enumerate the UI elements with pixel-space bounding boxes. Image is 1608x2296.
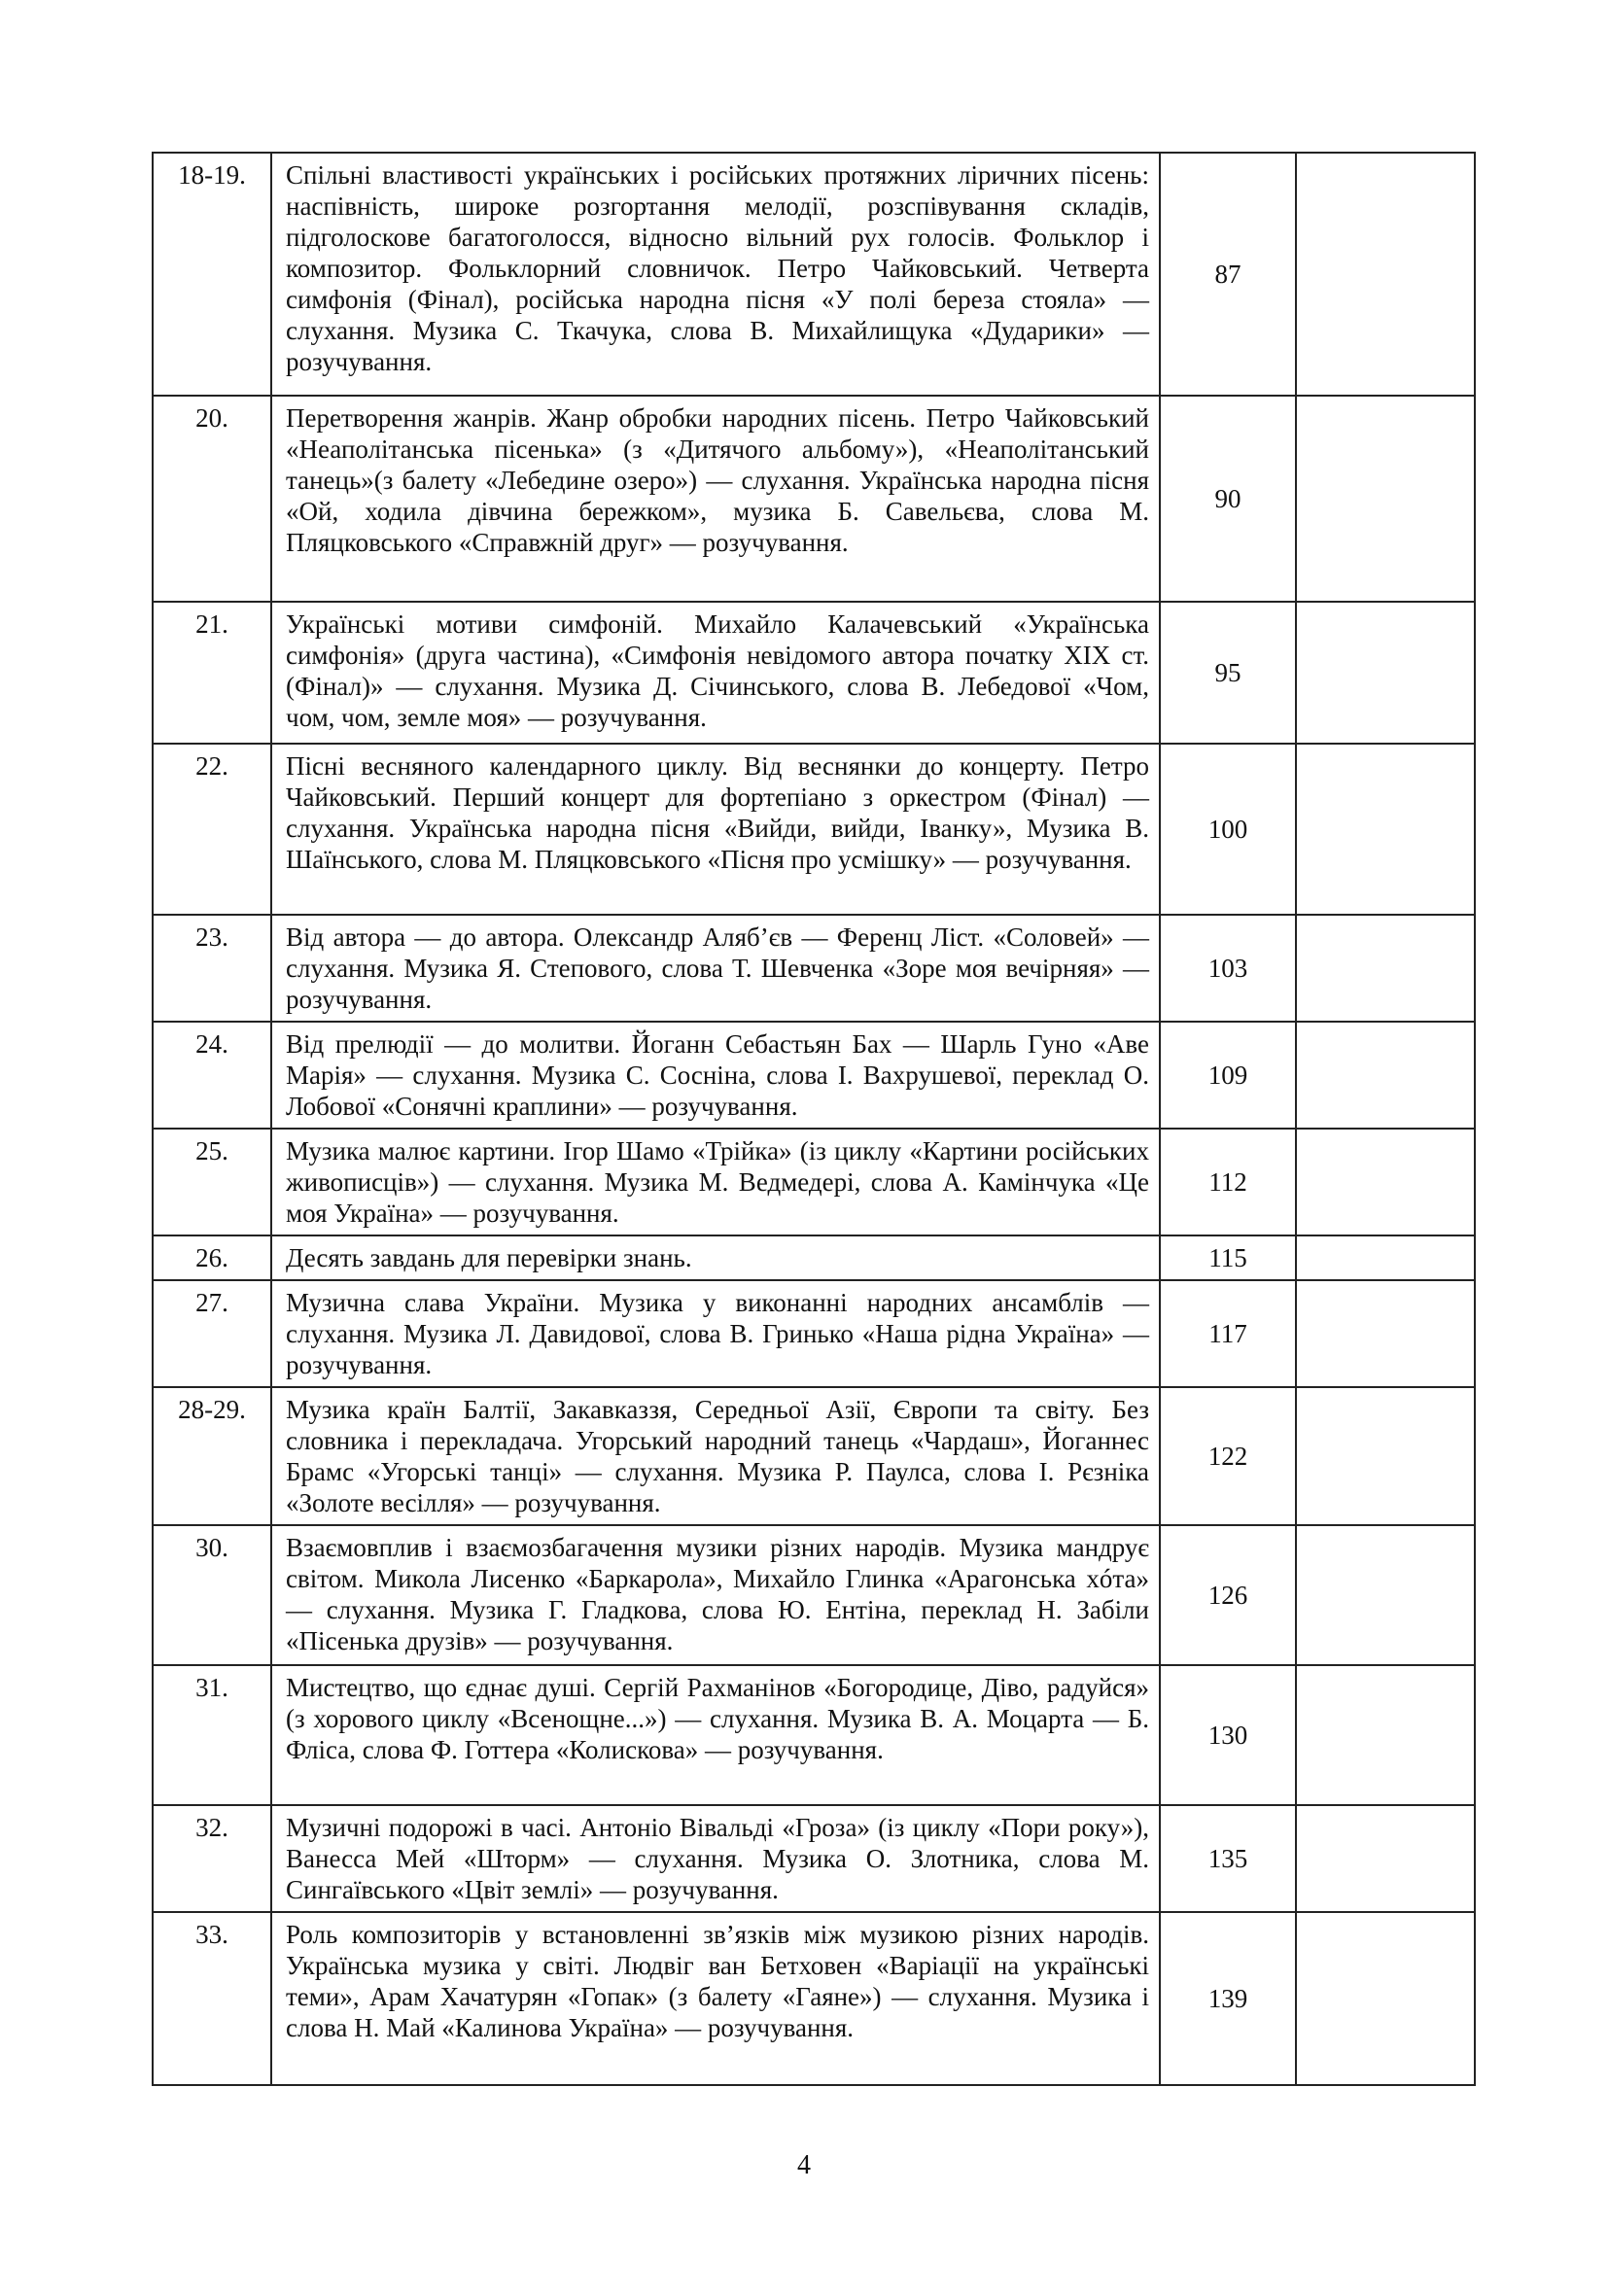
lesson-number: 22. (195, 751, 228, 781)
lesson-topic: Музика малює картини. Ігор Шамо «Трійка» (із циклу «Картини російських живописців») — слухання. Музика М. Ведмедері, слова А. Камінчука «Це моя Україна» — розучування. (286, 1136, 1149, 1228)
empty-cell (1296, 1665, 1475, 1805)
page-reference: 139 (1160, 1912, 1296, 2085)
lesson-topic-cell (271, 1280, 1160, 1387)
lesson-number-cell (153, 915, 271, 1022)
lesson-number-cell (153, 153, 271, 396)
lesson-topic: Від прелюдії — до молитви. Йоганн Себастьян Бах — Шарль Гуно «Аве Марія» — слухання. Музика С. Сосніна, слова І. Вахрушевої, переклад О. Лобової «Сонячні краплини» — розучування. (286, 1029, 1149, 1121)
lesson-topic-cell (271, 1525, 1160, 1665)
lesson-number-cell (153, 1805, 271, 1912)
page-reference: 109 (1160, 1022, 1296, 1129)
lesson-topic-cell (271, 915, 1160, 1022)
lesson-number-cell (153, 1665, 271, 1805)
empty-cell (1296, 602, 1475, 744)
table-row (153, 1525, 1475, 1665)
lesson-number: 18-19. (178, 160, 246, 190)
empty-cell (1296, 1805, 1475, 1912)
page-reference: 117 (1160, 1280, 1296, 1387)
page-reference: 126 (1160, 1525, 1296, 1665)
empty-cell (1296, 396, 1475, 602)
page-reference: 103 (1160, 915, 1296, 1022)
table-row (153, 1280, 1475, 1387)
empty-cell (1296, 915, 1475, 1022)
lesson-number-cell (153, 1280, 271, 1387)
empty-cell (1296, 1280, 1475, 1387)
empty-cell (1296, 1235, 1475, 1280)
lesson-number-cell (153, 1912, 271, 2085)
page-reference: 87 (1160, 153, 1296, 396)
table-row (153, 744, 1475, 915)
table-row (153, 602, 1475, 744)
page-reference: 100 (1160, 744, 1296, 915)
lesson-number-cell (153, 1525, 271, 1665)
lesson-plan-table (152, 152, 1476, 2086)
table-row (153, 396, 1475, 602)
page-reference: 90 (1160, 396, 1296, 602)
page-reference: 95 (1160, 602, 1296, 744)
lesson-topic: Від автора — до автора. Олександр Аляб’єв — Ференц Ліст. «Соловей» — слухання. Музика Я. Степового, слова Т. Шевченка «Зоре моя вечірняя» — розучування. (286, 922, 1149, 1014)
lesson-topic: Пісні весняного календарного циклу. Від веснянки до концерту. Петро Чайковський. Перший концерт для фортепіано з оркестром (Фінал) — слухання. Українська народна пісня «Вийди, вийди, Іванку», Музика В. Шаїнського, слова М. Пляцковського «Пісня про усмішку» — розучування. (286, 751, 1149, 874)
empty-cell (1296, 1129, 1475, 1235)
page-number: 4 (797, 2150, 811, 2180)
lesson-number-cell (153, 1022, 271, 1129)
empty-cell (1296, 1022, 1475, 1129)
lesson-topic-cell (271, 1129, 1160, 1235)
lesson-topic-cell (271, 396, 1160, 602)
lesson-topic-cell (271, 602, 1160, 744)
lesson-topic-cell (271, 1665, 1160, 1805)
lesson-number: 30. (195, 1533, 228, 1562)
lesson-topic: Музика країн Балтії, Закавказзя, Середньої Азії, Європи та світу. Без словника і перекладача. Угорський народний танець «Чардаш», Йоганнес Брамс «Угорські танці» — слухання. Музика Р. Паулса, слова І. Рєзніка «Золоте весілля» — розучування. (286, 1395, 1149, 1517)
lesson-number-cell (153, 744, 271, 915)
lesson-topic: Мистецтво, що єднає душі. Сергій Рахманінов «Богородице, Діво, радуйся» (з хорового циклу «Всенощне...») — слухання. Музика В. А. Моцарта — Б. Фліса, слова Ф. Готтера «Колискова» — розучування. (286, 1673, 1149, 1764)
lesson-topic: Спільні властивості українських і російських протяжних ліричних пісень: наспівність, широке розгортання мелодії, розспівування складів, підголоскове багатоголосся, відносно вільний рух голосів. Фольклор і композитор. Фольклорний словничок. Петро Чайковський. Четверта симфонія (Фінал), російська народна пісня «У полі береза стояла» — слухання. Музика С. Ткачука, слова В. Михайлищука «Дударики» — розучування. (286, 160, 1149, 376)
lesson-topic-cell (271, 744, 1160, 915)
table-row (153, 1912, 1475, 2085)
table-row (153, 1129, 1475, 1235)
lesson-topic-cell (271, 1912, 1160, 2085)
lesson-number: 28-29. (178, 1395, 246, 1424)
lesson-number: 21. (195, 609, 228, 639)
lesson-topic: Перетворення жанрів. Жанр обробки народних пісень. Петро Чайковський «Неаполітанська пісенька» (з «Дитячого альбому»), «Неаполітанський танець»(з балету «Лебедине озеро») — слухання. Українська народна пісня «Ой, ходила дівчина бережком», музика Б. Савельєва, слова М. Пляцковського «Справжній друг» — розучування. (286, 403, 1149, 557)
table-row (153, 153, 1475, 396)
lesson-topic: Десять завдань для перевірки знань. (286, 1243, 692, 1272)
empty-cell (1296, 1912, 1475, 2085)
empty-cell (1296, 1387, 1475, 1525)
table-row (153, 915, 1475, 1022)
table-row (153, 1022, 1475, 1129)
lesson-topic: Взаємовплив і взаємозбагачення музики різних народів. Музика мандрує світом. Микола Лисенко «Баркарола», Михайло Глинка «Арагонська хóта» — слухання. Музика Г. Гладкова, слова Ю. Ентіна, переклад Н. Забіли «Пісенька друзів» — розучування. (286, 1533, 1149, 1655)
page-reference: 130 (1160, 1665, 1296, 1805)
lesson-number: 26. (195, 1243, 228, 1272)
page-reference: 135 (1160, 1805, 1296, 1912)
lesson-number: 25. (195, 1136, 228, 1165)
lesson-number: 23. (195, 922, 228, 952)
lesson-topic: Музична слава України. Музика у виконанні народних ансамблів — слухання. Музика Л. Давидової, слова В. Гринько «Наша рідна Україна» — розучування. (286, 1288, 1149, 1379)
page-reference: 122 (1160, 1387, 1296, 1525)
lesson-number: 31. (195, 1673, 228, 1702)
empty-cell (1296, 744, 1475, 915)
lesson-topic-cell (271, 1235, 1160, 1280)
lesson-number: 20. (195, 403, 228, 433)
empty-cell (1296, 1525, 1475, 1665)
table-row (153, 1235, 1475, 1280)
table-row (153, 1387, 1475, 1525)
lesson-number: 24. (195, 1029, 228, 1059)
lesson-topic: Роль композиторів у встановленні зв’язків між музикою різних народів. Українська музика у світі. Людвіг ван Бетховен «Варіації на українські теми», Арам Хачатурян «Гопак» (з балету «Гаяне») — слухання. Музика і слова Н. Май «Калинова Україна» — розучування. (286, 1920, 1149, 2042)
lesson-topic-cell (271, 1805, 1160, 1912)
page-reference: 115 (1160, 1235, 1296, 1280)
lesson-number-cell (153, 396, 271, 602)
lesson-topic: Українські мотиви симфоній. Михайло Калачевський «Українська симфонія» (друга частина), «Симфонія невідомого автора початку XIX ст. (Фінал)» — слухання. Музика Д. Січинського, слова В. Лебедової «Чом, чом, чом, земле моя» — розучування. (286, 609, 1149, 732)
lesson-topic-cell (271, 1387, 1160, 1525)
lesson-topic-cell (271, 153, 1160, 396)
lesson-number-cell (153, 1387, 271, 1525)
lesson-topic-cell (271, 1022, 1160, 1129)
table-row (153, 1805, 1475, 1912)
lesson-number-cell (153, 1235, 271, 1280)
empty-cell (1296, 153, 1475, 396)
lesson-number-cell (153, 1129, 271, 1235)
lesson-number: 27. (195, 1288, 228, 1317)
page-reference: 112 (1160, 1129, 1296, 1235)
lesson-number: 33. (195, 1920, 228, 1949)
table-row (153, 1665, 1475, 1805)
lesson-number-cell (153, 602, 271, 744)
lesson-number: 32. (195, 1813, 228, 1842)
lesson-topic: Музичні подорожі в часі. Антоніо Вівальді «Гроза» (із циклу «Пори року»), Ванесса Мей «Шторм» — слухання. Музика О. Злотника, слова М. Сингаївського «Цвіт землі» — розучування. (286, 1813, 1149, 1904)
